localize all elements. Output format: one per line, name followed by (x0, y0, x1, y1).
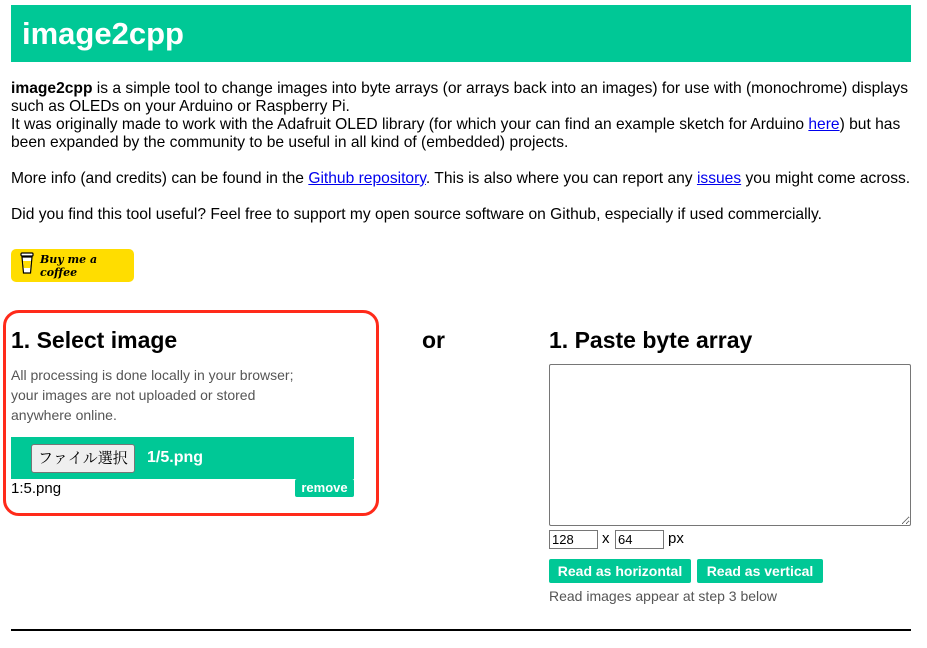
github-repository-link[interactable]: Github repository (308, 170, 426, 187)
coffee-cup-icon (20, 252, 34, 279)
issues-link[interactable]: issues (696, 170, 742, 187)
privacy-note (11, 365, 331, 425)
privacy-note-line: All processing is done locally in your browser; (11, 367, 294, 383)
chosen-file-name: 1/5.png (147, 449, 204, 466)
width-input[interactable] (549, 530, 598, 549)
dimension-separator: x (602, 530, 610, 547)
buy-me-a-coffee-button[interactable] (11, 249, 134, 282)
file-list-item: 1:5.png (11, 480, 62, 497)
here-link[interactable]: here (808, 116, 840, 133)
header-banner (11, 5, 911, 62)
read-hint: Read images appear at step 3 below (549, 588, 778, 604)
paste-byte-array-heading: 1. Paste byte array (549, 327, 753, 353)
intro-paragraph-4: Did you find this tool useful? Feel free to support my open source software on Github, especially if used commercially. (11, 206, 822, 223)
intro-text (11, 80, 911, 224)
intro-line-1: is a simple tool to change images into byte arrays (or arrays back into an images) for use with (monochrome) displays such as OLEDs on your Arduino or Raspberry Pi. (11, 80, 909, 115)
px-unit-label: px (668, 530, 684, 547)
byte-array-textarea[interactable] (549, 364, 911, 526)
intro-line-3a: More info (and credits) can be found in the (11, 170, 309, 187)
intro-app-name: image2cpp (11, 80, 93, 97)
read-as-vertical-button[interactable]: Read as vertical (697, 559, 823, 583)
intro-paragraph-1 (11, 80, 911, 116)
choose-file-button[interactable]: ファイル選択 (31, 444, 135, 473)
intro-paragraph-2 (11, 116, 911, 152)
coffee-button-label: Buy me a coffee (40, 252, 98, 279)
intro-line-3c: you might come across. (741, 170, 911, 187)
or-label: or (422, 327, 445, 353)
intro-line-2b: ) but has been expanded by the community to be useful in all kind of (embedded) projects. (11, 116, 901, 151)
remove-button[interactable]: remove (295, 479, 354, 497)
intro-line-3b: . This is also where you can report any (425, 170, 697, 187)
intro-line-2a: It was originally made to work with the Adafruit OLED library (for which your can find an example sketch for Arduino (11, 116, 809, 133)
select-image-heading: 1. Select image (11, 327, 178, 353)
file-input-bar (11, 437, 354, 479)
read-as-horizontal-button[interactable]: Read as horizontal (549, 559, 691, 583)
privacy-note-line: your images are not uploaded or stored (11, 387, 256, 403)
height-input[interactable] (615, 530, 664, 549)
privacy-note-line: anywhere online. (11, 407, 117, 423)
section-divider (11, 629, 911, 631)
app-title: image2cpp (22, 16, 184, 51)
intro-paragraph-3 (11, 170, 911, 188)
